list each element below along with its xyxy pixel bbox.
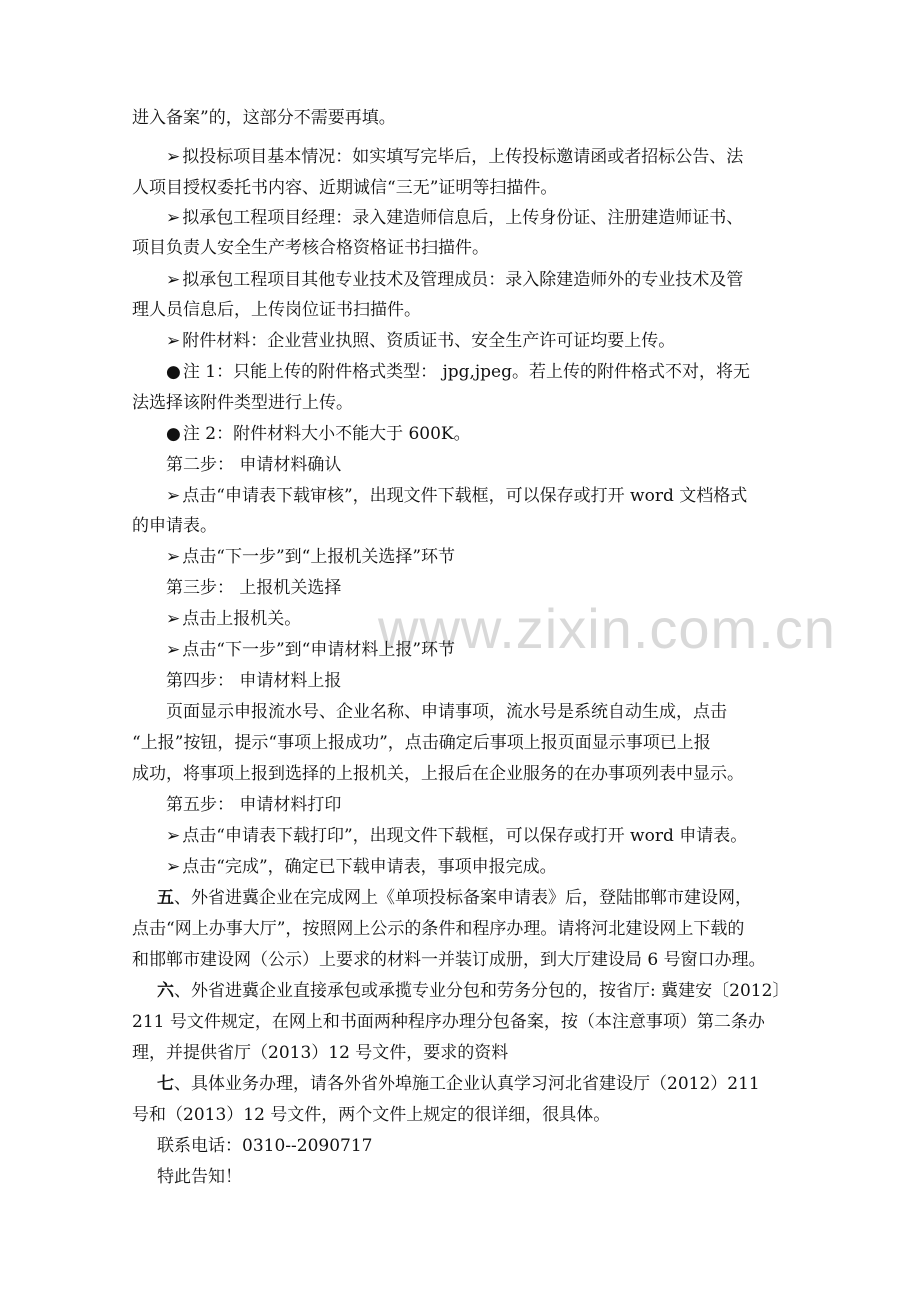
list-item: ➢ 点击“申请表下载审核”，出现文件下载框，可以保存或打开 word 文档格式 (166, 486, 748, 506)
arrow-icon: ➢ (166, 547, 181, 567)
section-seven: 七、具体业务办理，请各外省外埠施工企业认真学习河北省建设厅（2012）211 (157, 1074, 760, 1094)
text-line: 的申请表。 (132, 516, 217, 536)
arrow-icon: ➢ (166, 208, 181, 228)
note-item: ● 注 1：只能上传的附件格式类型： jpg,jpeg。若上传的附件格式不对，将无 (166, 362, 751, 382)
list-item: ➢ 附件材料：企业营业执照、资质证书、安全生产许可证均要上传。 (166, 331, 676, 351)
list-item: ➢ 拟投标项目基本情况：如实填写完毕后，上传投标邀请函或者招标公告、法 (166, 147, 744, 167)
text-line: 成功，将事项上报到选择的上报机关，上报后在企业服务的在办事项列表中显示。 (132, 764, 744, 784)
text-line: 号和（2013）12 号文件，两个文件上规定的很详细，很具体。 (132, 1105, 611, 1125)
step-heading: 第三步： 上报机关选择 (166, 578, 342, 598)
arrow-icon: ➢ (166, 857, 181, 877)
arrow-icon: ➢ (166, 147, 181, 167)
list-item: ➢ 拟承包工程项目经理：录入建造师信息后，上传身份证、注册建造师证书、 (166, 208, 744, 228)
text-line: “上报”按钮，提示“事项上报成功”，点击确定后事项上报页面显示事项已上报 (132, 733, 711, 753)
list-item: ➢ 拟承包工程项目其他专业技术及管理成员：录入除建造师外的专业技术及管 (166, 270, 744, 290)
text-line: 理，并提供省厅（2013）12 号文件，要求的资料 (132, 1043, 509, 1063)
list-item: ➢ 点击“申请表下载打印”，出现文件下载框，可以保存或打开 word 申请表。 (166, 826, 748, 846)
section-number: 七 (157, 1074, 174, 1094)
note-item: ● 注 2：附件材料大小不能大于 600K。 (166, 424, 471, 444)
text-line: 211 号文件规定，在网上和书面两种程序办理分包备案，按（本注意事项）第二条办 (132, 1012, 765, 1032)
section-number: 五 (157, 888, 174, 908)
text-line: 理人员信息后，上传岗位证书扫描件。 (132, 300, 421, 320)
step-heading: 第二步： 申请材料确认 (166, 455, 342, 475)
arrow-icon: ➢ (166, 640, 181, 660)
list-item: ➢ 点击“下一步”到“申请材料上报”环节 (166, 640, 456, 660)
closing-notice: 特此告知！ (157, 1167, 242, 1187)
watermark: www.zixin.com.cn (378, 597, 836, 660)
paragraph-line: 页面显示申报流水号、企业名称、申请事项，流水号是系统自动生成，点击 (166, 702, 727, 722)
step-heading: 第五步： 申请材料打印 (166, 795, 342, 815)
arrow-icon: ➢ (166, 486, 181, 506)
text-line: 和邯郸市建设网（公示）上要求的材料一并装订成册，到大厅建设局 6 号窗口办理。 (132, 950, 766, 970)
contact-phone: 联系电话：0310--2090717 (157, 1136, 373, 1156)
arrow-icon: ➢ (166, 270, 181, 290)
text-line: 点击“网上办事大厅”，按照网上公示的条件和程序办理。请将河北建设网上下载的 (132, 919, 745, 939)
arrow-icon: ➢ (166, 609, 181, 629)
list-item: ➢ 点击上报机关。 (166, 609, 302, 629)
arrow-icon: ➢ (166, 331, 181, 351)
arrow-icon: ➢ (166, 826, 181, 846)
bullet-icon: ● (166, 424, 181, 444)
section-number: 六 (157, 981, 174, 1001)
text-line: 进入备案”的，这部分不需要再填。 (132, 108, 396, 128)
step-heading: 第四步： 申请材料上报 (166, 671, 342, 691)
bullet-icon: ● (166, 362, 181, 382)
list-item: ➢ 点击“完成”，确定已下载申请表，事项申报完成。 (166, 857, 557, 877)
section-six: 六、外省进冀企业直接承包或承揽专业分包和劳务分包的，按省厅: 冀建安〔2012〕 (157, 981, 790, 1001)
text-line: 法选择该附件类型进行上传。 (132, 393, 353, 413)
list-item: ➢ 点击“下一步”到“上报机关选择”环节 (166, 547, 456, 567)
section-five: 五、外省进冀企业在完成网上《单项投标备案申请表》后，登陆邯郸市建设网， (157, 888, 752, 908)
text-line: 项目负责人安全生产考核合格资格证书扫描件。 (132, 238, 489, 258)
text-line: 人项目授权委托书内容、近期诚信“三无”证明等扫描件。 (132, 178, 558, 198)
